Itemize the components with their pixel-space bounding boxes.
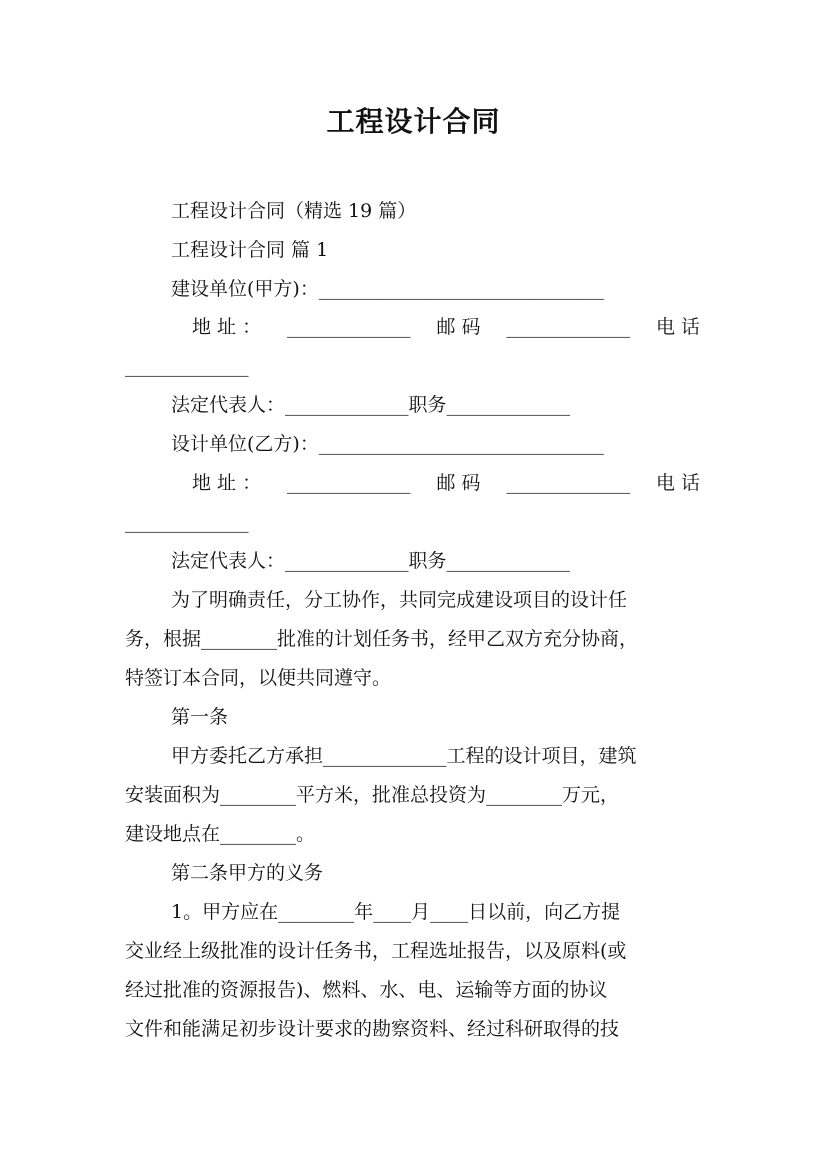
postcode-blank: _____________ [506, 472, 630, 494]
party-a-phone-blank: _____________ [125, 355, 249, 377]
article-1-line: 安装面积为________平方米，批准总投资为________万元， [125, 784, 620, 806]
party-a-representative: 法定代表人：_____________职务_____________ [171, 394, 571, 416]
phone-label: 电 话 [655, 316, 700, 338]
party-b-line: 设计单位(乙方)：______________________________ [171, 433, 604, 455]
party-b-representative: 法定代表人：_____________职务_____________ [171, 550, 571, 572]
address-blank: _____________ [287, 472, 411, 494]
party-a-line: 建设单位(甲方)：______________________________ [171, 278, 604, 300]
phone-label: 电 话 [655, 472, 700, 494]
article-2-line: 经过批准的资源报告)、燃料、水、电、运输等方面的协议 [125, 979, 608, 1001]
article-1-line: 甲方委托乙方承担_____________工程的设计项目，建筑 [171, 745, 637, 767]
address-blank: _____________ [287, 316, 411, 338]
section-heading: 工程设计合同 篇 1 [171, 239, 329, 261]
party-a-address-line [192, 315, 700, 339]
article-2-line: 文件和能满足初步设计要求的勘察资料、经过科研取得的技 [125, 1018, 620, 1040]
address-label: 地 址 ： [192, 316, 262, 338]
intro-paragraph-line: 务，根据________批准的计划任务书，经甲乙双方充分协商， [125, 628, 639, 650]
article-1-line: 建设地点在________。 [125, 823, 316, 845]
document-title: 工程设计合同 [326, 105, 501, 138]
subtitle: 工程设计合同（精选 19 篇） [171, 200, 417, 222]
postcode-blank: _____________ [506, 316, 630, 338]
intro-paragraph-line: 为了明确责任，分工协作，共同完成建设项目的设计任 [171, 589, 628, 611]
article-2-heading: 第二条甲方的义务 [171, 862, 324, 884]
postcode-label: 邮 码 [436, 472, 481, 494]
postcode-label: 邮 码 [436, 316, 481, 338]
party-b-address-line [192, 471, 700, 495]
article-2-line: 1。甲方应在________年____月____日以前，向乙方提 [171, 901, 621, 923]
article-1-heading: 第一条 [171, 706, 229, 728]
intro-paragraph-line: 特签订本合同，以便共同遵守。 [125, 667, 392, 689]
party-b-phone-blank: _____________ [125, 511, 249, 533]
article-2-line: 交业经上级批准的设计任务书，工程选址报告，以及原料(或 [125, 940, 627, 962]
address-label: 地 址 ： [192, 472, 262, 494]
